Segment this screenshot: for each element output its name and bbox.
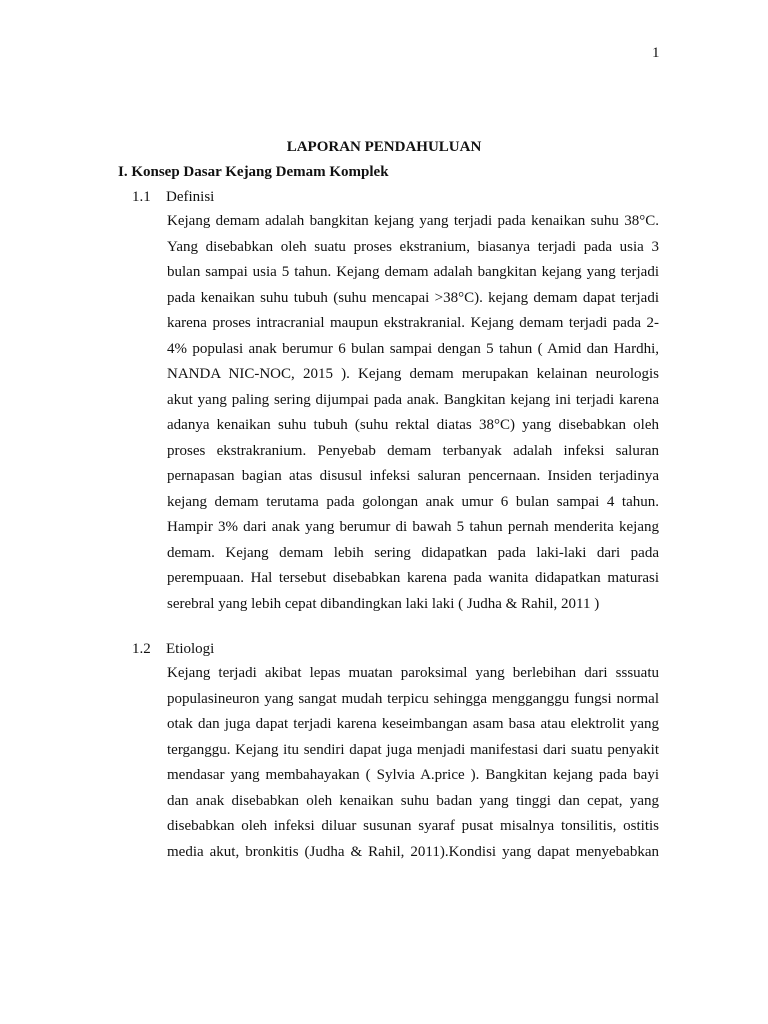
text-line: karena proses intracranial maupun ekstrakranial. Kejang demam terjadi pada 2- xyxy=(167,315,659,331)
subsection-heading-etiologi xyxy=(132,639,214,659)
subsection-title: Etiologi xyxy=(166,641,215,657)
page-number: 1 xyxy=(652,45,660,61)
text-line: bulan sampai usia 5 tahun. Kejang demam adalah bangkitan kejang yang terjadi xyxy=(167,264,659,280)
text-line: perempuaan. Hal tersebut disebabkan karena pada wanita didapatkan maturasi xyxy=(167,570,659,586)
text-line: Hampir 3% dari anak yang berumur di bawah 5 tahun pernah menderita kejang xyxy=(167,519,659,535)
subsection-number: 1.2 xyxy=(132,641,151,657)
text-line: demam. Kejang demam lebih sering didapatkan pada laki-laki dari pada xyxy=(167,544,659,561)
text-line: Kejang demam adalah bangkitan kejang yang terjadi pada kenaikan suhu 38°C. xyxy=(167,213,659,229)
text-line: akut yang paling sering dijumpai pada anak. Bangkitan kejang ini terjadi karena xyxy=(167,391,659,408)
document-title: LAPORAN PENDAHULUAN xyxy=(286,139,482,155)
text-line: adanya kenaikan suhu tubuh (suhu rektal diatas 38°C) yang disebabkan oleh xyxy=(167,417,659,433)
subsection-title: Definisi xyxy=(166,189,215,205)
subsection-heading-definisi xyxy=(132,187,214,207)
text-line: media akut, bronkitis (Judha & Rahil, 2011).Kondisi yang dapat menyebabkan xyxy=(167,843,659,860)
text-line: mendasar yang membahayakan ( Sylvia A.price ). Bangkitan kejang pada bayi xyxy=(167,767,659,783)
text-line: proses ekstrakranium. Penyebab demam terbanyak adalah infeksi saluran xyxy=(167,442,659,459)
text-line: NANDA NIC-NOC, 2015 ). Kejang demam merupakan kelainan neurologis xyxy=(167,366,659,382)
text-line: Kejang terjadi akibat lepas muatan paroksimal yang berlebihan dari sssuatu xyxy=(167,665,659,681)
text-line: populasineuron yang sangat mudah terpicu sehingga mengganggu fungsi normal xyxy=(167,690,659,707)
subsection-number: 1.1 xyxy=(132,189,151,205)
paragraph-etiologi xyxy=(167,663,659,867)
text-line: disebabkan oleh infeksi diluar susunan syaraf pusat misalnya tonsilitis, ostitis xyxy=(167,818,659,834)
section-heading: I. Konsep Dasar Kejang Demam Komplek xyxy=(118,164,389,180)
text-line: serebral yang lebih cepat dibandingkan laki laki ( Judha & Rahil, 2011 ) xyxy=(167,595,600,612)
text-line: otak dan juga dapat terjadi karena keseimbangan asam basa atau elektrolit yang xyxy=(167,716,659,732)
text-line: Yang disebabkan oleh suatu proses ekstranium, biasanya terjadi pada usia 3 xyxy=(167,238,659,255)
text-line: pernapasan bagian atas disusul infeksi saluran pencernaan. Insiden terjadinya xyxy=(167,468,659,484)
text-line: kejang demam terutama pada golongan anak umur 6 bulan sampai 4 tahun. xyxy=(167,493,659,510)
text-line: dan anak disebabkan oleh kenaikan suhu badan yang tinggi dan cepat, yang xyxy=(167,792,659,809)
paragraph-definisi xyxy=(167,211,659,619)
text-line: terganggu. Kejang itu sendiri dapat juga menjadi manifestasi dari suatu penyakit xyxy=(167,741,659,758)
text-line: 4% populasi anak berumur 6 bulan sampai dengan 5 tahun ( Amid dan Hardhi, xyxy=(167,340,659,357)
text-line: pada kenaikan suhu tubuh (suhu mencapai >38°C). kejang demam dapat terjadi xyxy=(167,289,659,306)
